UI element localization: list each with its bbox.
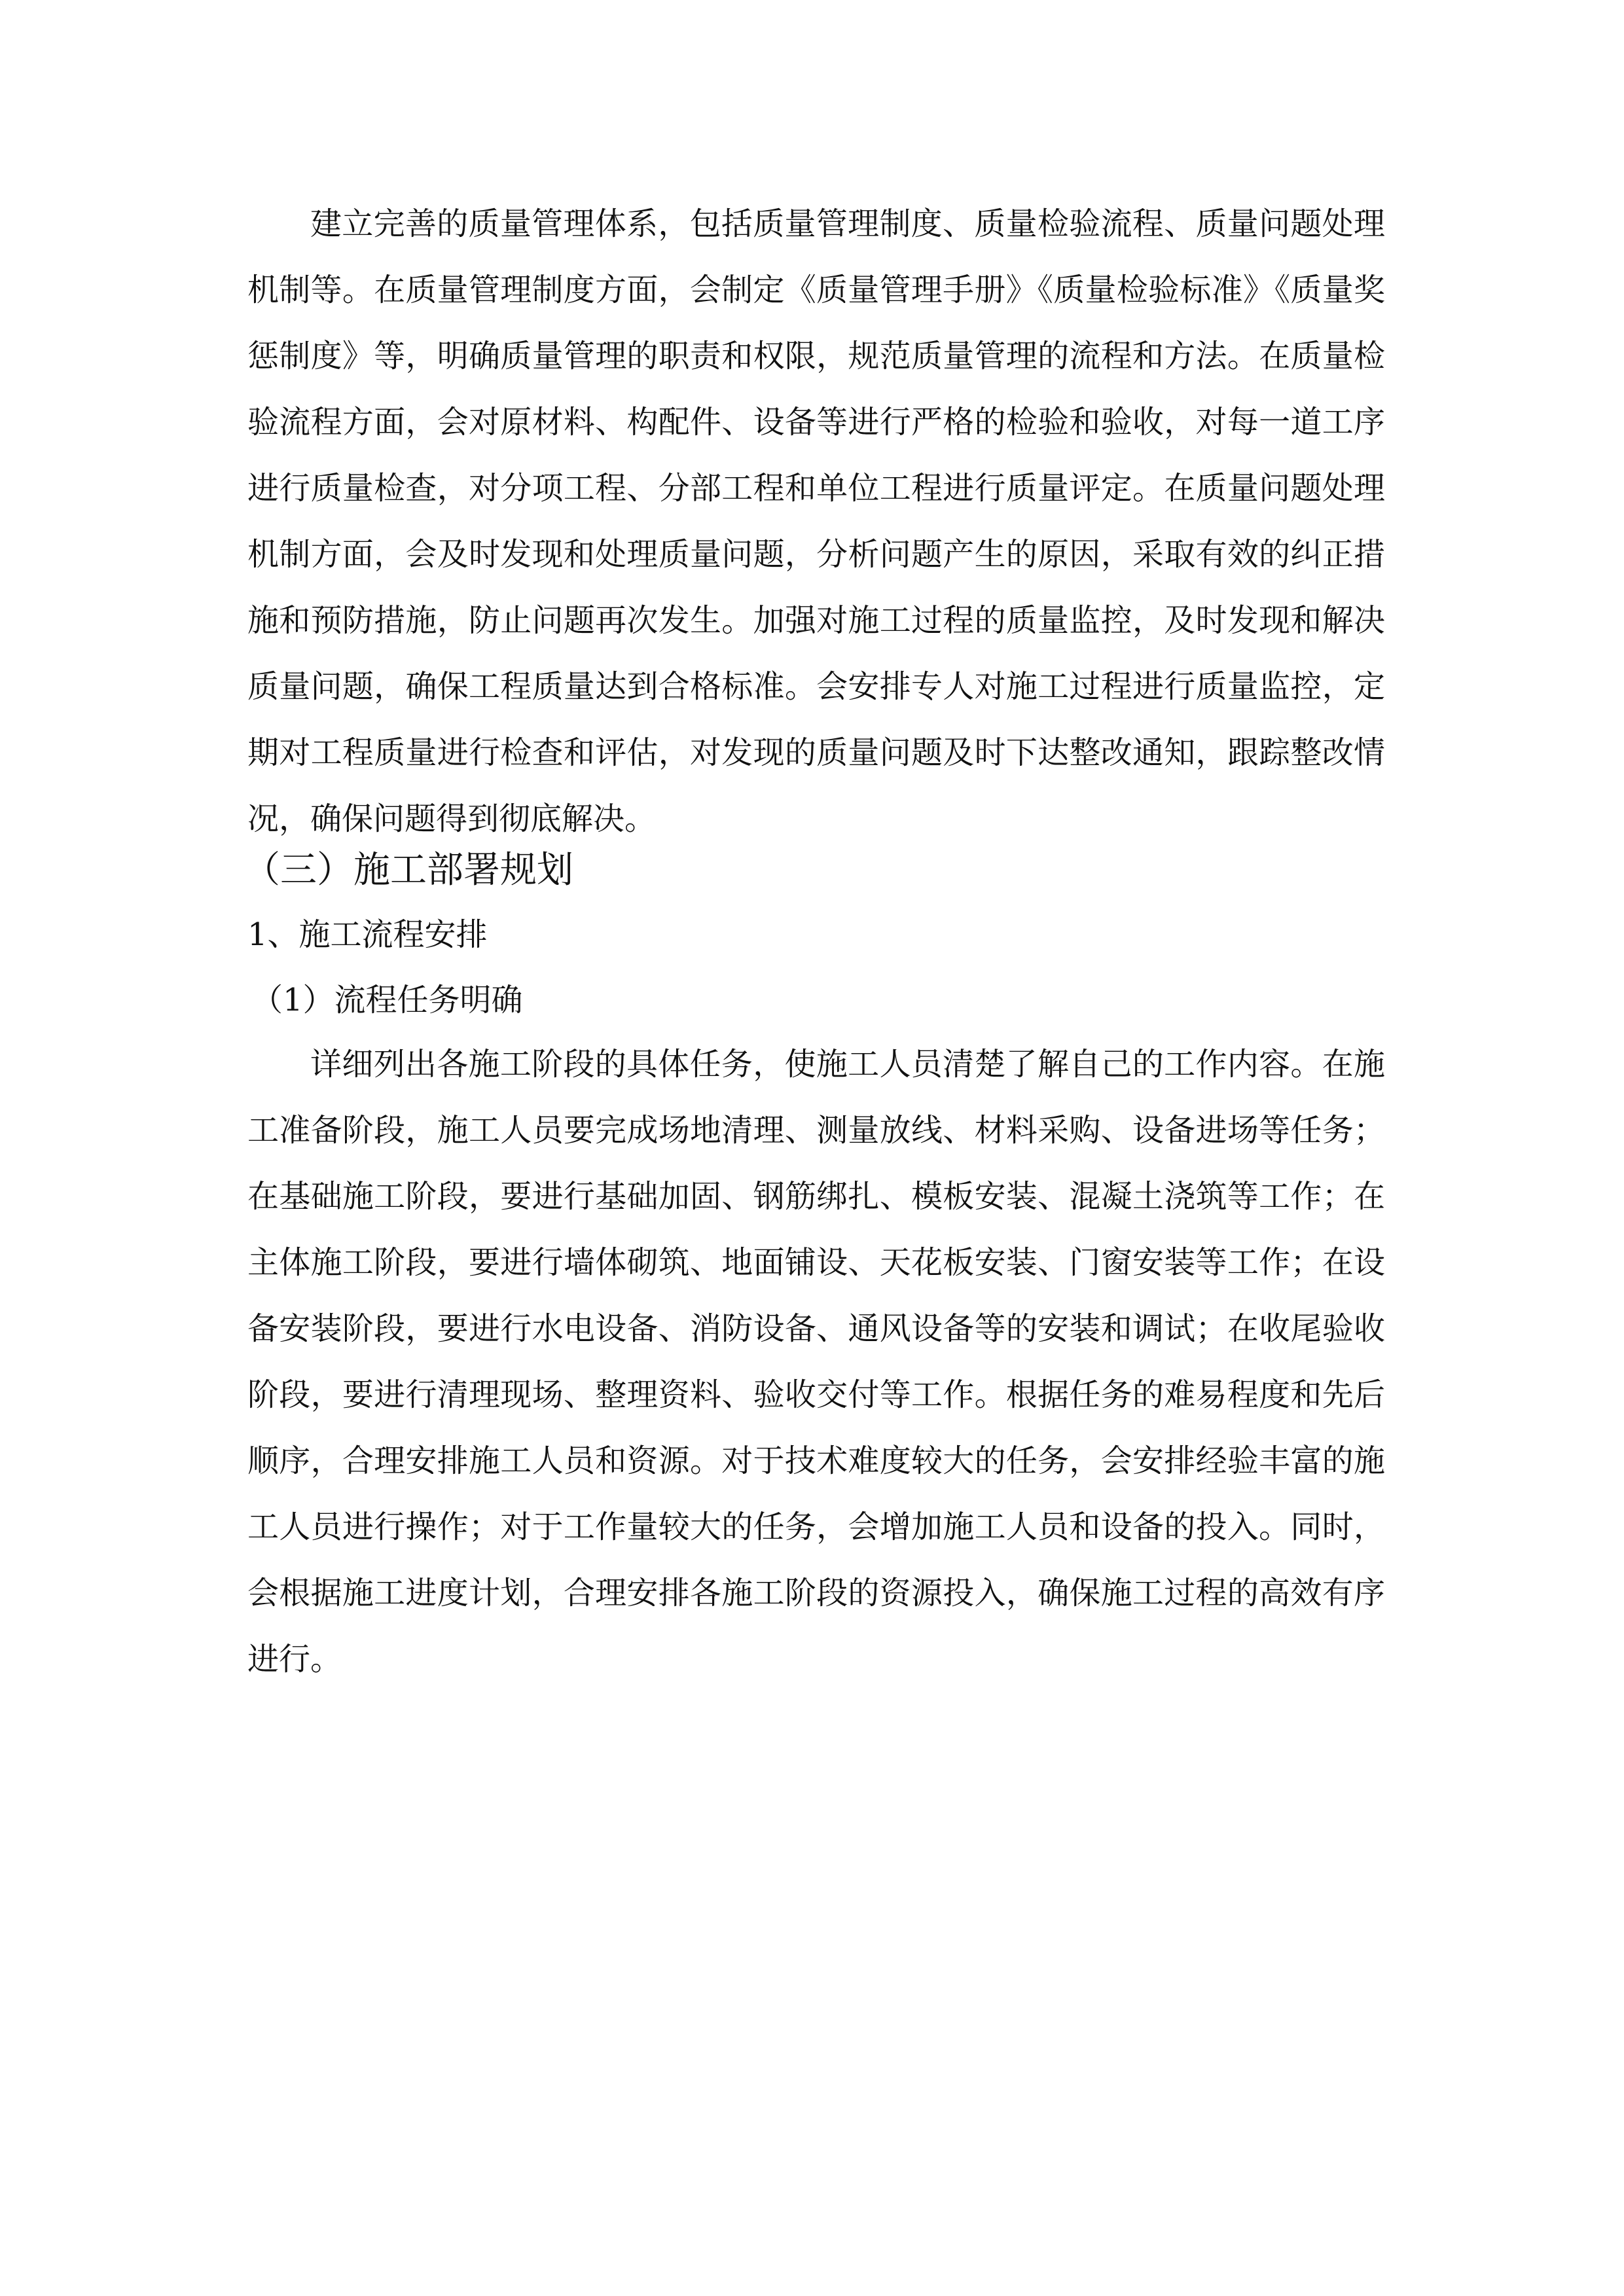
body-paragraph-quality-management: 建立完善的质量管理体系，包括质量管理制度、质量检验流程、质量问题处理机制等。在质量管理制度方面，会制定《质量管理手册》《质量检验标准》《质量奖惩制度》等，明确质量管理的职责和权限，规范质量管理的流程和方法。在质量检验流程方面，会对原材料、构配件、设备等进行严格的检验和验收，对每一道工序进行质量检查，对分项工程、分部工程和单位工程进行质量评定。在质量问题处理机制方面，会及时发现和处理质量问题，分析问题产生的原因，采取有效的纠正措施和预防措施，防止问题再次发生。加强对施工过程的质量监控，及时发现和解决质量问题，确保工程质量达到合格标准。会安排专人对施工过程进行质量监控，定期对工程质量进行检查和评估，对发现的质量问题及时下达整改通知，跟踪整改情况，确保问题得到彻底解决。 [247,206,1385,837]
subheading-construction-flow: 1、施工流程安排 [247,916,488,953]
section-heading: （三）施工部署规划 [244,849,573,891]
body-paragraph-construction-tasks: 详细列出各施工阶段的具体任务，使施工人员清楚了解自己的工作内容。在施工准备阶段，施工人员要完成场地清理、测量放线、材料采购、设备进场等任务；在基础施工阶段，要进行基础加固、钢筋绑扎、模板安装、混凝土浇筑等工作；在主体施工阶段，要进行墙体砌筑、地面铺设、天花板安装、门窗安装等工作；在设备安装阶段，要进行水电设备、消防设备、通风设备等的安装和调试；在收尾验收阶段，要进行清理现场、整理资料、验收交付等工作。根据任务的难易程度和先后顺序，合理安排施工人员和资源。对于技术难度较大的任务，会安排经验丰富的施工人员进行操作；对于工作量较大的任务，会增加施工人员和设备的投入。同时，会根据施工进度计划，合理安排各施工阶段的资源投入，确保施工过程的高效有序进行。 [247,1046,1385,1677]
subheading-flow-tasks: （1）流程任务明确 [251,982,523,1018]
